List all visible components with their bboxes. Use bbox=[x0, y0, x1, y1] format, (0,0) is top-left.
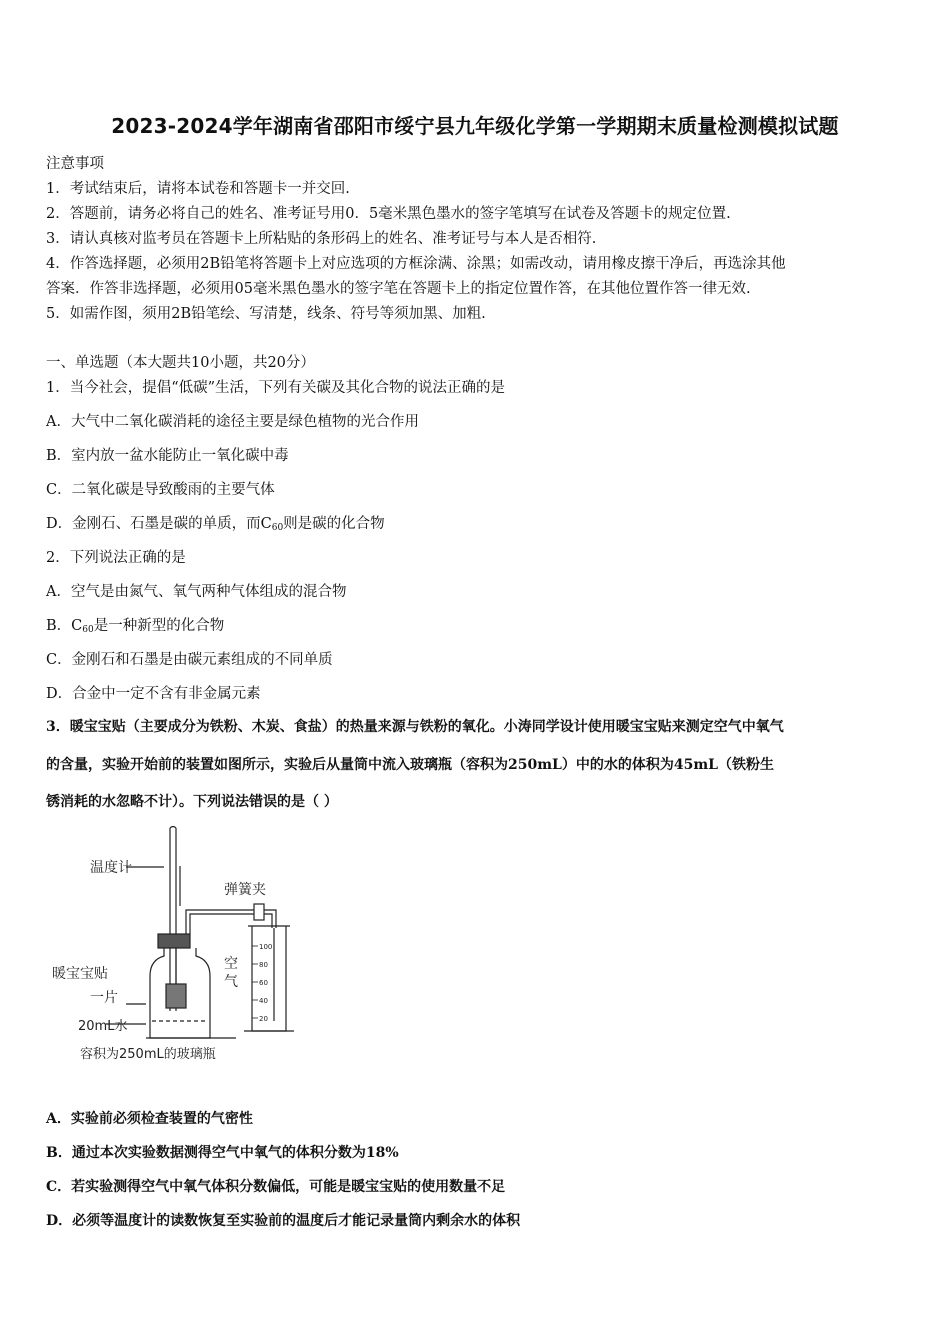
question-3-option-d: D．必须等温度计的读数恢复至实验前的温度后才能记录量筒内剩余水的体积 bbox=[46, 1213, 521, 1229]
notice-item: 5．如需作图，须用2B铅笔绘、写清楚，线条、符号等须加黑、加粗. bbox=[46, 306, 486, 322]
notice-item: 4．作答选择题，必须用2B铅笔将答题卡上对应选项的方框涂满、涂黑；如需改动，请用橡皮擦干净后，再选涂其他 bbox=[46, 256, 786, 272]
graduated-cylinder-icon bbox=[248, 926, 290, 1031]
page-title: 2023-2024学年湖南省邵阳市绥宁县九年级化学第一学期期末质量检测模拟试题 bbox=[111, 114, 839, 138]
heat-pack-icon bbox=[166, 984, 186, 1008]
section-heading: 一、单选题（本大题共10小题，共20分） bbox=[46, 355, 315, 371]
question-3-option-c: C．若实验测得空气中氧气体积分数偏低，可能是暖宝宝贴的使用数量不足 bbox=[46, 1179, 506, 1195]
air-label: 空 bbox=[224, 956, 238, 972]
notice-item: 1．考试结束后，请将本试卷和答题卡一并交回. bbox=[46, 181, 350, 197]
stopper-icon bbox=[158, 934, 190, 948]
question-1-option-c: C．二氧化碳是导致酸雨的主要气体 bbox=[46, 482, 275, 498]
option-text: 是一种新型的化合物 bbox=[93, 618, 225, 634]
heat-pack-label: 暖宝宝贴 bbox=[52, 966, 108, 982]
subscript: 60 bbox=[271, 523, 284, 533]
heat-pack-label: 一片 bbox=[90, 990, 118, 1006]
scale-label: 100 bbox=[259, 943, 273, 951]
question-3-stem-line: 锈消耗的水忽略不计）。下列说法错误的是（ ） bbox=[46, 794, 338, 810]
scale-label: 60 bbox=[259, 979, 268, 987]
question-2-option-d: D．合金中一定不含有非金属元素 bbox=[46, 686, 261, 702]
question-2-option-b bbox=[46, 614, 224, 635]
scale-label: 40 bbox=[259, 997, 268, 1005]
clamp-label: 弹簧夹 bbox=[224, 882, 266, 898]
option-text: 则是碳的化合物 bbox=[283, 516, 385, 532]
notice-item: 答案．作答非选择题，必须用05毫米黑色墨水的签字笔在答题卡上的指定位置作答，在其他位置作答一律无效. bbox=[46, 281, 751, 297]
scale-label: 80 bbox=[259, 961, 268, 969]
air-label: 气 bbox=[224, 974, 238, 990]
thermometer-label: 温度计 bbox=[90, 860, 132, 876]
apparatus-diagram bbox=[46, 826, 326, 1066]
water-label: 20mL水 bbox=[78, 1019, 128, 1034]
question-2-option-c: C．金刚石和石墨是由碳元素组成的不同单质 bbox=[46, 652, 333, 668]
bottle-caption: 容积为250mL的玻璃瓶 bbox=[80, 1047, 216, 1062]
question-3-stem-line: 3．暖宝宝贴（主要成分为铁粉、木炭、食盐）的热量来源与铁粉的氧化。小涛同学设计使用暖宝宝贴来测定空气中氧气 bbox=[46, 719, 784, 735]
subscript: 60 bbox=[82, 625, 94, 635]
notice-item: 3．请认真核对监考员在答题卡上所粘贴的条形码上的姓名、准考证号与本人是否相符. bbox=[46, 231, 597, 247]
option-text: B．C bbox=[46, 618, 83, 634]
notice-heading: 注意事项 bbox=[46, 156, 104, 172]
question-1-option-b: B．室内放一盆水能防止一氧化碳中毒 bbox=[46, 448, 289, 464]
question-3-option-a: A．实验前必须检查装置的气密性 bbox=[46, 1111, 253, 1127]
spring-clamp-icon bbox=[254, 904, 264, 920]
question-2-option-a: A．空气是由氮气、氧气两种气体组成的混合物 bbox=[46, 584, 347, 600]
question-1-option-d bbox=[46, 512, 385, 533]
scale-label: 20 bbox=[259, 1015, 268, 1023]
question-1-option-a: A．大气中二氧化碳消耗的途径主要是绿色植物的光合作用 bbox=[46, 414, 419, 430]
notice-item: 2．答题前，请务必将自己的姓名、准考证号用0．5毫米黑色墨水的签字笔填写在试卷及答题卡的规定位置. bbox=[46, 206, 731, 222]
option-text: D．金刚石、石墨是碳的单质，而C bbox=[46, 516, 272, 532]
question-3-stem-line: 的含量，实验开始前的装置如图所示，实验后从量筒中流入玻璃瓶（容积为250mL）中的水的体积为45mL（铁粉生 bbox=[46, 757, 775, 773]
question-3-option-b: B．通过本次实验数据测得空气中氧气的体积分数为18% bbox=[46, 1145, 399, 1161]
question-2-stem: 2．下列说法正确的是 bbox=[46, 550, 186, 566]
question-1-stem: 1．当今社会，提倡“低碳”生活，下列有关碳及其化合物的说法正确的是 bbox=[46, 380, 506, 396]
